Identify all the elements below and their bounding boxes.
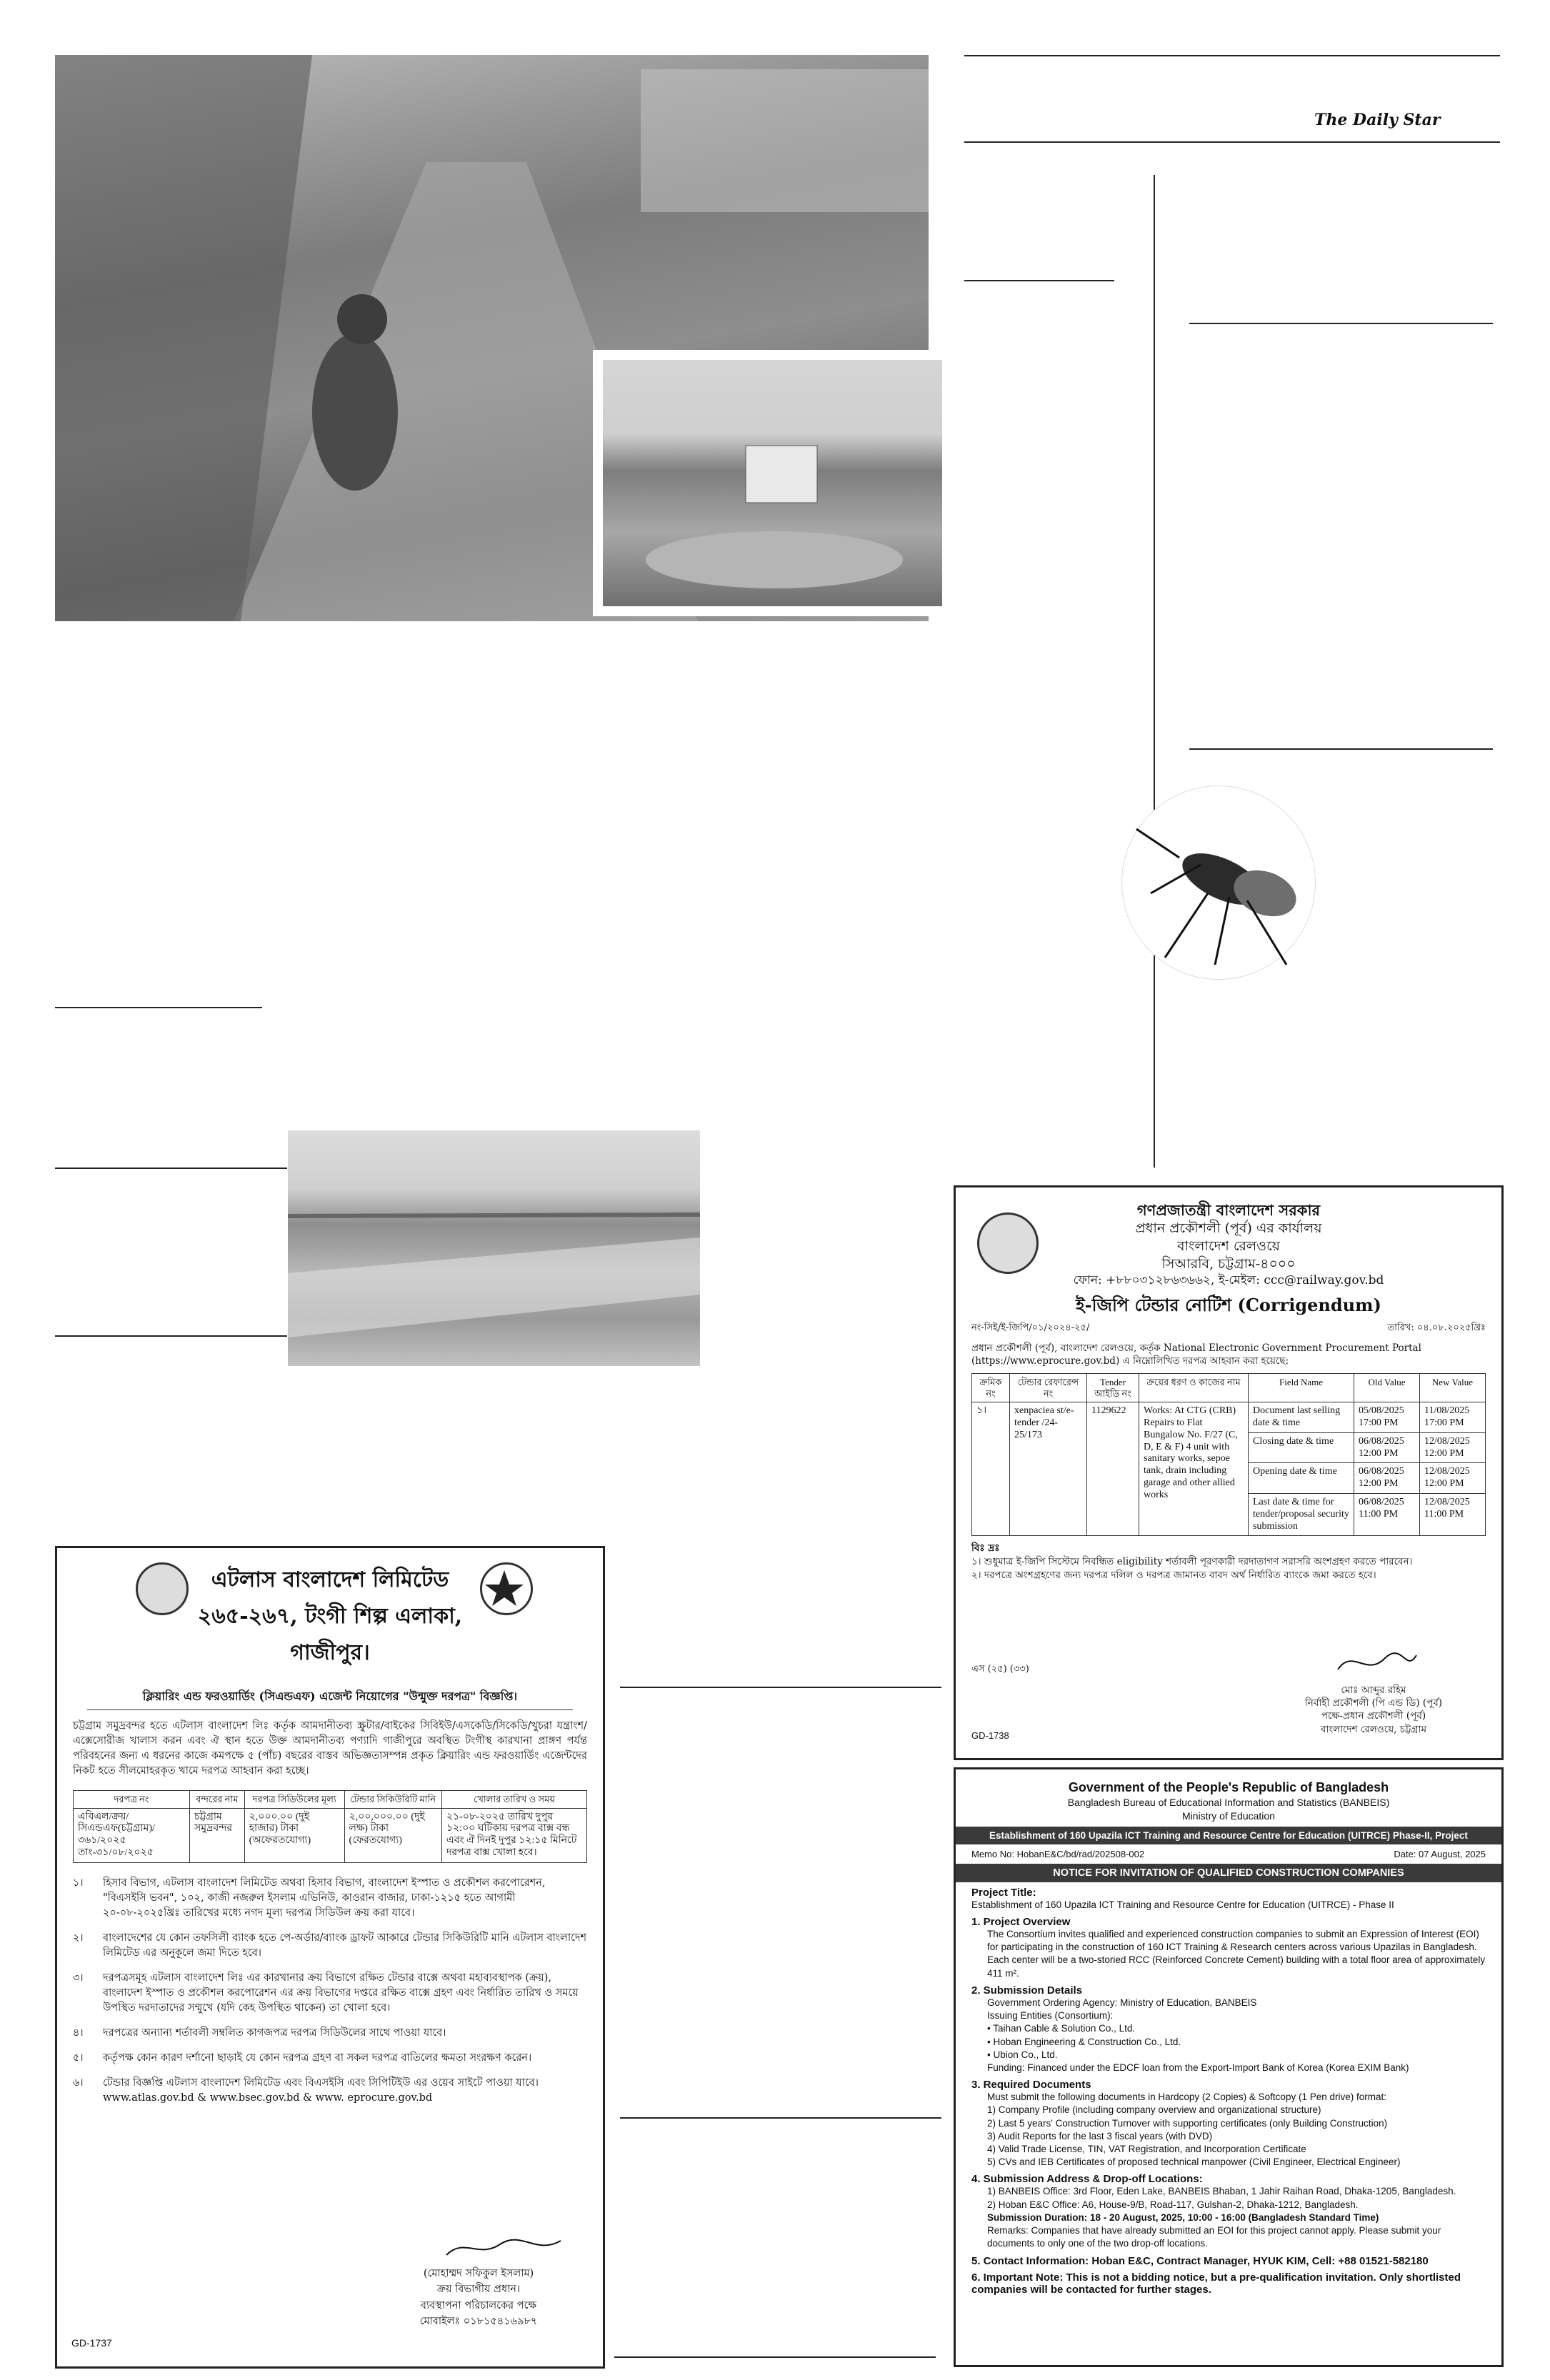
railway-date: তারিখ: ০৪.০৮.২০২৫খ্রিঃ: [1387, 1322, 1486, 1333]
list-item: Government Ordering Agency: Ministry of Education, BANBEIS: [987, 1997, 1257, 2008]
list-item: ৪। দরপত্রের অন্যান্য শর্তাবলী সম্বলিত কাগজপত্র দরপত্র সিডিউলের সাথে পাওয়া যাবে।: [73, 2027, 446, 2039]
list-item: 2) Last 5 years' Construction Turnover with supporting certificates (only Building Construction): [987, 2117, 1388, 2129]
mid-left-rule-3: [55, 1335, 287, 1337]
masthead-rule: [964, 141, 1500, 143]
railway-note-1: ১। শুধুমাত্র ই-জিপি সিস্টেমে নিবন্ধিত eligibility শর্তাবলী পূরণকারী দরদাতাগণ সরাসরি অংশগ্রহণ করতে পারবেন।: [971, 1556, 1413, 1568]
table-cell: ২১-০৮-২০২৫ তারিখ দুপুর ১২:০০ ঘটিকায় দরপত্র বাক্স বন্ধ এবং ঐ দিনই দুপুর ১২:১৫ মিনিটে দরপত্র বাক্স খোলা হবে।: [442, 1808, 587, 1862]
railway-city: সিআরবি, চট্টগ্রাম-৪০০০: [1161, 1255, 1296, 1272]
banbeis-memo: Memo No: HobanE&C/bd/rad/202508-002: [971, 1848, 1145, 1859]
signatory-for: ব্যবস্থাপনা পরিচালকের পক্ষে: [420, 2299, 537, 2311]
table-header: টেন্ডার রেফারেন্স নং: [1010, 1374, 1087, 1402]
center-rule-2: [620, 2117, 941, 2119]
railway-org: বাংলাদেশ রেলওয়ে: [1177, 1237, 1280, 1254]
list-item: ৩। দরপত্রসমূহ এটলাস বাংলাদেশ লিঃ এর কারখানার ক্রয় বিভাগে রক্ষিত টেন্ডার বাক্সে অথবা মহাব্যবস্থাপক (ক্রয়), বাংলাদেশ ইস্পাত ও প্রকৌশল করপোরেশন এর ক্রয় বিভাগের দপ্তরে রক্ষিত বাক্সে গ্রহণ এবং নির্ধারিত তারিখ ও সময়ে উপস্থিত দরদাতাদের সম্মুখে (যদি কেহ উপস্থিত থাকেন) তা খোলা হবে।: [73, 1972, 579, 2014]
table-cell: Opening date & time: [1249, 1463, 1354, 1494]
paddy-sketch: [288, 1130, 700, 1366]
section-2-heading: 2. Submission Details: [971, 1984, 1083, 1997]
table-header: বন্দরের নাম: [190, 1791, 245, 1809]
railway-note-head: বিঃ দ্রঃ: [971, 1542, 1000, 1555]
atlas-subject: ক্লিয়ারিং এন্ড ফরওয়ার্ডিং (সিএন্ডএফ) এজেন্ট নিয়োগের "উন্মুক্ত দরপত্র" বিজ্ঞপ্তি।: [87, 1687, 573, 1710]
railway-corrigendum-ad: [954, 1185, 1504, 1760]
banbeis-project-bar: Establishment of 160 Upazila ICT Training and Resource Centre for Education (UITRCE) Phase-II, Project: [956, 1827, 1501, 1844]
railway-ship-ref: এস (২৫) (৩৩): [971, 1664, 1029, 1674]
railway-signature-icon: [1334, 1645, 1420, 1680]
list-item: ১। হিসাব বিভাগ, এটলাস বাংলাদেশ লিমিটেড অথবা হিসাব বিভাগ, বাংলাদেশ ইস্পাত ও প্রকৌশল করপোরেশন, "বিএসইসি ভবন", ১০২, কাজী নজরুল ইসলাম এভিনিউ, কাওরান বাজার, ঢাকা-১২১৫ হতে আগামী ২০-০৮-২০২৫খ্রিঃ তারিখের মধ্যে নগদ মূল্য দরপত্র সিডিউল ক্রয় করা যাবে।: [73, 1877, 546, 1919]
table-cell: 06/08/2025 11:00 PM: [1354, 1494, 1420, 1536]
atlas-intro: চট্টগ্রাম সমুদ্রবন্দর হতে এটলাস বাংলাদেশ লিঃ কর্তৃক আমদানীতব্য স্ক্রুটার/বাইকের সিবিইউ/এসকেডি/সিকেডি/খুচরা যন্ত্রাংশ/এক্সেসোরীজ খালাস করন এবং ঐ স্থান হতে উক্ত আমদানীতব্য পণ্যাদি গাজীপুরে অবস্থিত টংগীস্থ কারখানা প্রাঙ্গণ পর্যন্ত পরিবহনের জন্য এ ধরনের কাজে কমপক্ষে ৫ (পাঁচ) বছরের বাস্তব অভিজ্ঞতাসম্পন্ন প্রকৃত ক্লিয়ারিং এন্ড ফরওয়ার্ডিং এজেন্টদের নিকট হতে সীলমোহরকৃত খামে দরপত্র আহবান করা হচ্ছে।: [73, 1720, 587, 1777]
list-item: 2) Hoban E&C Office: A6, House-9/B, Road-117, Gulshan-2, Dhaka-1212, Bangladesh.: [987, 2199, 1359, 2210]
table-cell: Closing date & time: [1249, 1432, 1354, 1463]
list-item: 3) Audit Reports for the last 3 fiscal years (with DVD): [987, 2130, 1213, 2142]
railway-gd-code: GD-1738: [971, 1730, 1009, 1741]
banbeis-date: Date: 07 August, 2025: [1394, 1848, 1486, 1859]
table-cell: 05/08/2025 17:00 PM: [1354, 1402, 1420, 1433]
railway-ref-no: নং-সিই/ই-জিপি/০১/২০২৪-২৫/: [971, 1322, 1090, 1333]
section-5-contact: 5. Contact Information: Hoban E&C, Contract Manager, HYUK KIM, Cell: +88 01521-582180: [971, 2254, 1429, 2267]
mosquito-illustration: [1121, 785, 1316, 980]
list-item: Remarks: Companies that have already submitted an EOI for this project cannot apply. Please submit your documents to only one of the two drop-off locations.: [987, 2225, 1441, 2249]
table-header: ক্রয়ের ধরণ ও কাজের নাম: [1139, 1374, 1249, 1402]
section-3-intro: Must submit the following documents in Hardcopy (2 Copies) & Softcopy (1 Pen drive) format:: [987, 2092, 1386, 2103]
railway-corrigendum-table: [971, 1373, 1486, 1536]
list-item: • Hoban Engineering & Construction Co., Ltd.: [987, 2036, 1181, 2047]
railway-signatory: [1256, 1684, 1491, 1736]
table-cell: xenpaciea st/e-tender /24-25/173: [1010, 1402, 1087, 1536]
railway-govt-seal-icon: [977, 1212, 1039, 1274]
atlas-gd-code: GD-1737: [71, 2337, 112, 2349]
table-cell: ২,০০০.০০ (দুই হাজার) টাকা (অফেরতযোগ্য): [244, 1808, 344, 1862]
banbeis-eoi-ad: [954, 1767, 1504, 2367]
list-item: Funding: Financed under the EDCF loan from the Export-Import Bank of Korea (Korea EXIM Bank): [987, 2062, 1409, 2073]
section-3-heading: 3. Required Documents: [971, 2079, 1091, 2092]
table-cell: 12/08/2025 12:00 PM: [1420, 1463, 1486, 1494]
small-photo-paddy-fields: [288, 1130, 700, 1366]
table-cell: ১।: [972, 1402, 1010, 1536]
table-header: Old Value: [1354, 1374, 1420, 1402]
table-cell: Works: At CTG (CRB) Repairs to Flat Bungalow No. F/27 (C, D, E & F) 4 unit with sanitary works, sepoe tank, drain including garage and other allied works: [1139, 1402, 1249, 1536]
railway-office: প্রধান প্রকৌশলী (পূর্ব) এর কার্যালয়: [1135, 1220, 1322, 1237]
signatory-org: বাংলাদেশ রেলওয়ে, চট্টগ্রাম: [1320, 1723, 1427, 1735]
table-cell: 1129622: [1087, 1402, 1139, 1536]
section-4-heading: 4. Submission Address & Drop-off Locations:: [971, 2173, 1203, 2186]
inset-photo-sluice-gate: [593, 350, 952, 616]
table-row: [972, 1402, 1486, 1433]
table-header: Tender আইডি নং: [1087, 1374, 1139, 1402]
railway-note-2: ২। দরপত্রে অংশগ্রহণের জন্য দরপত্র দলিল ও দরপত্র জামানত বাবদ অর্থ নির্ধারিত ব্যাংকে জমা করতে হবে।: [971, 1570, 1376, 1582]
mid-left-rule-2: [55, 1168, 287, 1169]
railway-gov: গণপ্রজাতন্ত্রী বাংলাদেশ সরকার: [1136, 1201, 1321, 1219]
left-column-rule-short: [964, 280, 1114, 281]
list-item: ২। বাংলাদেশের যে কোন তফসিলী ব্যাংক হতে পে-অর্ডার/ব্যাংক ড্রাফট আকারে টেন্ডার সিকিউরিটি মানি এটলাস বাংলাদেশ লিমিটেড এর অনুকূলে জমা দিতে হবে।: [73, 1932, 587, 1959]
bsec-logo-icon: [480, 1562, 533, 1615]
table-cell: Document last selling date & time: [1249, 1402, 1354, 1433]
table-row: [74, 1808, 587, 1862]
column-divider-vertical: [1154, 175, 1155, 1168]
table-cell: 12/08/2025 11:00 PM: [1420, 1494, 1486, 1536]
atlas-address-2: গাজীপুর।: [290, 1640, 370, 1665]
table-header: দরপত্র নং: [74, 1791, 190, 1809]
table-header: দরপত্র সিডিউলের মূল্য: [244, 1791, 344, 1809]
atlas-tender-ad: [55, 1546, 605, 2369]
table-header: খোলার তারিখ ও সময়: [442, 1791, 587, 1809]
list-item: Submission Duration: 18 - 20 August, 2025, 10:00 - 16:00 (Bangladesh Standard Time): [987, 2211, 1379, 2223]
masthead: The Daily Star: [1314, 111, 1441, 129]
signatory-title: ক্রয় বিভাগীয় প্রধান।: [436, 2284, 521, 2296]
signatory-name: (মোহাম্মদ সফিকুল ইসলাম): [423, 2268, 534, 2279]
list-item: 1) BANBEIS Office: 3rd Floor, Eden Lake, BANBEIS Bhaban, 1 Jahir Raihan Road, Dhaka-1205, Bangladesh.: [987, 2186, 1456, 2197]
banbeis-ministry: Ministry of Education: [1182, 1809, 1275, 1822]
table-header: Field Name: [1249, 1374, 1354, 1402]
table-cell: 06/08/2025 12:00 PM: [1354, 1463, 1420, 1494]
railway-contact: ফোন: +৮৮০৩১২৮৬৩৬৬২, ই-মেইল: ccc@railway.gov.bd: [1073, 1273, 1384, 1288]
list-item: Issuing Entities (Consortium):: [987, 2010, 1114, 2022]
table-cell: 12/08/2025 12:00 PM: [1420, 1432, 1486, 1463]
table-cell: 06/08/2025 12:00 PM: [1354, 1432, 1420, 1463]
list-item: 5) CVs and IEB Certificates of proposed technical manpower (Civil Engineer, Electrical Engineer): [987, 2156, 1401, 2168]
signatory-phone: মোবাইলঃ ০১৮১৫৪১৬৯৮৭: [419, 2316, 538, 2328]
table-cell: ২,০০,০০০.০০ (দুই লক্ষ) টাকা (ফেরতযোগ্য): [344, 1808, 441, 1862]
right-column-rule-2: [1189, 748, 1493, 750]
table-cell: এবিএল/ক্রয়/সিএন্ডএফ(চট্টগ্রাম)/৩৬১/২০২৫ তাং-৩১/০৮/২০২৫: [74, 1808, 190, 1862]
list-item: ৬। টেন্ডার বিজ্ঞপ্তি এটলাস বাংলাদেশ লিমিটেড এবং বিএসইসি এবং সিপিটিইউ এর ওয়েব সাইটে পাওয়া যাবে। www.atlas.gov.bd & www.bsec.gov.bd & www. eprocure.gov.bd: [73, 2077, 539, 2104]
top-right-rule: [964, 55, 1500, 56]
list-item: • Taihan Cable & Solution Co., Ltd.: [987, 2023, 1136, 2034]
atlas-logo-icon: [136, 1562, 189, 1615]
banbeis-notice-bar: NOTICE FOR INVITATION OF QUALIFIED CONSTRUCTION COMPANIES: [956, 1864, 1501, 1882]
list-item: 1) Company Profile (including company overview and organizational structure): [987, 2104, 1321, 2116]
banbeis-gov: Government of the People's Republic of Bangladesh: [1068, 1780, 1389, 1794]
right-column-rule-1: [1189, 323, 1493, 324]
railway-intro: প্রধান প্রকৌশলী (পূর্ব), বাংলাদেশ রেলওয়ে, কর্তৃক National Electronic Government Procurement Portal (https://www.eprocure.gov.bd) এ নিম্নোলিখিত দরপত্র আহবান করা হয়েছে:: [971, 1342, 1421, 1367]
signatory-name: মোঃ আব্দুর রহিম: [1341, 1684, 1406, 1696]
signatory-for: পক্ষে-প্রধান প্রকৌশলী (পূর্ব): [1321, 1710, 1426, 1722]
sluice-sketch: [603, 360, 942, 606]
list-item: 4) Valid Trade License, TIN, VAT Registration, and Incorporation Certificate: [987, 2144, 1306, 2155]
signatory-title: নির্বাহী প্রকৌশলী (পি এন্ড ডি) (পূর্ব): [1304, 1697, 1443, 1709]
list-item: • Ubion Co., Ltd.: [987, 2049, 1058, 2060]
table-cell: চট্টগ্রাম সমুদ্রবন্দর: [190, 1808, 245, 1862]
project-title-heading: Project Title:: [971, 1886, 1036, 1899]
table-header: New Value: [1420, 1374, 1486, 1402]
railway-title: ই-জিপি টেন্ডার নোটিশ (Corrigendum): [1076, 1295, 1381, 1316]
table-cell: 11/08/2025 17:00 PM: [1420, 1402, 1486, 1433]
project-title: Establishment of 160 Upazila ICT Training and Resource Centre for Education (UITRCE) - Phase II: [971, 1899, 1394, 1910]
table-header: ক্রমিক নং: [972, 1374, 1010, 1402]
atlas-tender-table: [73, 1790, 587, 1863]
table-cell: Last date & time for tender/proposal security submission: [1249, 1494, 1354, 1536]
table-header: টেন্ডার সিকিউরিটি মানি: [344, 1791, 441, 1809]
mosquito-icon: [1122, 786, 1315, 979]
list-item: ৫। কর্তৃপক্ষ কোন কারণ দর্শানো ছাড়াই যে কোন দরপত্র গ্রহণ বা সকল দরপত্র বাতিলের ক্ষমতা সংরক্ষণ করেন।: [73, 2052, 532, 2064]
center-rule-1: [620, 1687, 941, 1688]
atlas-signature-icon: [443, 2234, 564, 2262]
atlas-signatory: [371, 2266, 586, 2330]
atlas-company-name: এটলাস বাংলাদেশ লিমিটেড: [211, 1567, 449, 1592]
star-icon: [482, 1565, 526, 1609]
section-6-note: 6. Important Note: This is not a bidding notice, but a pre-qualification invitation. Only shortlisted companies will be contacted for further stages.: [971, 2271, 1461, 2296]
section-1-text: The Consortium invites qualified and experienced construction companies to submit an Expression of Interest (EOI) for participating in the construction of 160 ICT Training & Research centers across various Upazilas in Bangladesh. Each center will be a two-storied RCC (Reinforced Concrete Cement) building with a total floor area of approximately 411 m².: [987, 1928, 1486, 1979]
banbeis-bureau: Bangladesh Bureau of Educational Information and Statistics (BANBEIS): [1067, 1797, 1390, 1809]
center-rule-3: [614, 2356, 936, 2358]
section-1-heading: 1. Project Overview: [971, 1915, 1071, 1928]
mid-left-rule: [55, 1007, 262, 1008]
atlas-address-1: ২৬৫-২৬৭, টংগী শিল্প এলাকা,: [197, 1604, 463, 1629]
atlas-clauses: [73, 1876, 587, 2106]
